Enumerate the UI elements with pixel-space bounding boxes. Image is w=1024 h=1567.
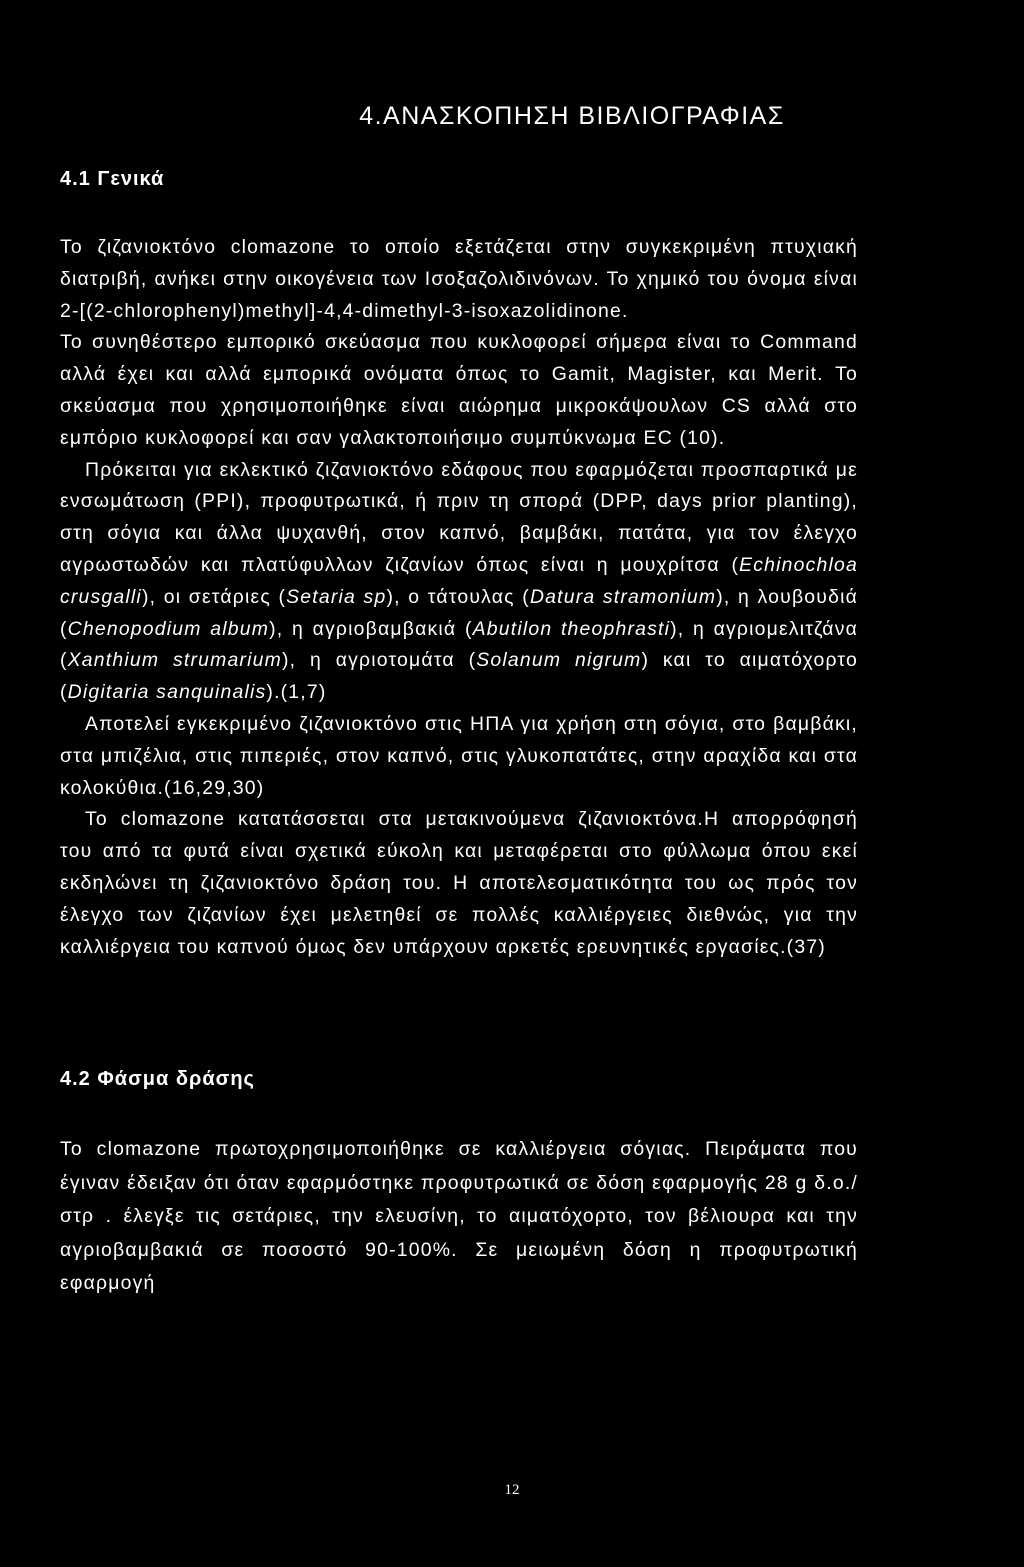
section-general-body xyxy=(60,232,858,963)
paragraph-selectivity xyxy=(60,455,858,709)
text-fragment: ), ο τάτουλας ( xyxy=(386,585,530,608)
text-fragment: ) και το αιματόχορτο ( xyxy=(60,649,858,704)
text-fragment: ), οι σετάριες ( xyxy=(141,585,287,608)
species-name: Echinochloa crusgalli xyxy=(60,553,858,608)
text-fragment: ), η αγριομελιτζάνα ( xyxy=(60,617,859,672)
section-heading-general: 4.1 Γενικά xyxy=(60,168,165,190)
paragraph-spectrum: Το clomazone πρωτοχρησιμοποιήθηκε σε καλλιέργεια σόγιας. Πειράματα που έγιναν έδειξαν ότι όταν εφαρμόστηκε προφυτρωτικά σε δόση εφαρμογής 28 g δ.ο./στρ . έλεγξε τις σετάριες, την ελευσίνη, το αιματόχορτο, τον βέλιουρα και την αγριοβαμβακιά σε ποσοστό 90-100%. Σε μειωμένη δόση η προφυτρωτική εφαρμογή xyxy=(60,1138,858,1294)
paragraph-commercial-formulations: Το συνηθέστερο εμπορικό σκεύασμα που κυκλοφορεί σήμερα είναι το Command αλλά έχει και αλλά εμπορικά ονόματα όπως το Gamit, Magister, και Merit. Το σκεύασμα που χρησιμοποιήθηκε είναι αιώρημα μικροκάψουλων CS αλλά στο εμπόριο κυκλοφορεί και σαν γαλακτοποιήσιμο συμπύκνωμα EC (10). xyxy=(60,331,858,449)
text-fragment: ).(1,7) xyxy=(266,681,327,704)
species-name: Datura stramonium xyxy=(529,585,717,608)
paragraph-approved-uses: Αποτελεί εγκεκριμένο ζιζανιοκτόνο στις ΗΠΑ για χρήση στη σόγια, στο βαμβάκι, στα μπιζέλια, στις πιπεριές, στον καπνό, στις γλυκοπατάτες, στην αραχίδα και στα κολοκύθια.(16,29,30) xyxy=(60,712,858,799)
section-heading-spectrum: 4.2 Φάσμα δράσης xyxy=(60,1068,255,1090)
paragraph-translocation: Το clomazone κατατάσσεται στα μετακινούμενα ζιζανιοκτόνα.Η απορρόφησή του από τα φυτά είναι σχετικά εύκολη και μεταφέρεται στο φύλλωμα όπου εκεί εκδηλώνει τη ζιζανιοκτόνο δράση του. Η αποτελεσματικότητα του ως πρός τον έλεγχο των ζιζανίων έχει μελετηθεί σε πολλές καλλιέργειες διεθνώς, για την καλλιέργεια του καπνού όμως δεν υπάρχουν αρκετές ερευνητικές εργασίες.(37) xyxy=(60,808,858,958)
chapter-title: 4.ΑΝΑΣΚΟΠΗΣΗ ΒΙΒΛΙΟΓΡΑΦΙΑΣ xyxy=(359,102,785,130)
text-fragment: ), η αγριοβαμβακιά ( xyxy=(269,617,473,640)
species-name: Setaria sp xyxy=(286,585,387,608)
section-spectrum-body xyxy=(60,1133,858,1301)
text-fragment: Πρόκειται για εκλεκτικό ζιζανιοκτόνο εδάφους που εφαρμόζεται προσπαρτικά με ενσωμάτωση (PPI), προφυτρωτικά, ή πριν τη σπορά (DPP, days prior planting), στη σόγια και άλλα ψυχανθή, στον καπνό, βαμβάκι, πατάτα, για τον έλεγχο αγρωστωδών και πλατύφυλλων ζιζανίων όπως είναι η μουχρίτσα ( xyxy=(60,458,858,576)
species-name: Xanthium strumarium xyxy=(67,649,282,672)
species-name: Abutilon theophrasti xyxy=(472,617,671,640)
species-name: Chenopodium album xyxy=(67,617,270,640)
text-fragment: ), η αγριοτομάτα ( xyxy=(281,649,477,672)
page-number: 12 xyxy=(504,1482,520,1498)
text-fragment: ), η λουβουδιά ( xyxy=(60,585,858,640)
species-name: Digitaria sanquinalis xyxy=(67,681,267,704)
species-name: Solanum nigrum xyxy=(476,649,642,672)
paragraph-intro: Το ζιζανιοκτόνο clomazone το οποίο εξετάζεται στην συγκεκριμένη πτυχιακή διατριβή, ανήκει στην οικογένεια των Ισοξαζολιδινόνων. Το χημικό του όνομα είναι 2-[(2-chlorophenyl)methyl]-4,4-dimethyl-3-isoxazolidinone. xyxy=(60,236,858,322)
